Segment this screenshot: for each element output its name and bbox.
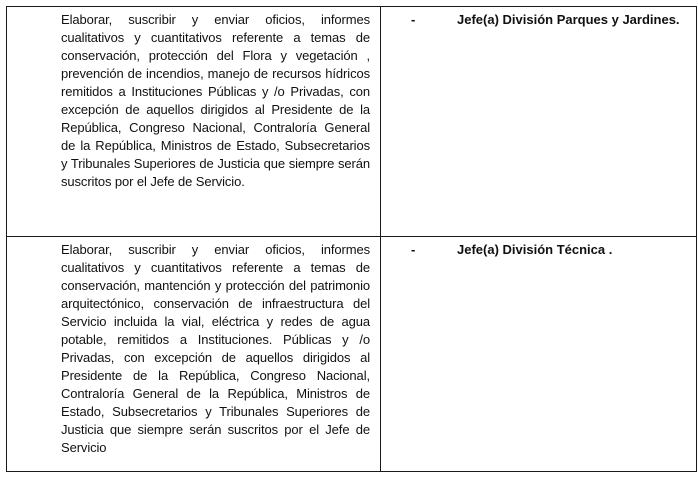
delegation-table — [6, 6, 697, 472]
list-bullet: - — [411, 242, 416, 257]
list-bullet: - — [411, 12, 416, 27]
responsible-entry — [381, 237, 696, 259]
delegated-task-text: Elaborar, suscribir y enviar oficios, informes cualitativos y cuantitativos referente a temas de conservación, protección del Flora y vegetación , prevención de incendios, manejo de recursos hídricos remitidos a Instituciones Públicas y /o Privadas, con excepción de aquellos dirigidos al Presidente de la República, Congreso Nacional, Contraloría General de la República, Ministros de Estado, Subsecretarios y Tribunales Superiores de Justicia que siempre serán suscritos por el Jefe de Servicio. — [61, 12, 370, 189]
responsible-cell — [381, 237, 697, 472]
responsible-cell — [381, 7, 697, 237]
responsible-title: Jefe(a) División Técnica . — [457, 242, 613, 257]
responsible-entry — [381, 7, 696, 29]
table-row — [7, 7, 697, 237]
responsible-title: Jefe(a) División Parques y Jardines. — [457, 12, 680, 27]
description-cell — [7, 237, 381, 472]
description-cell — [7, 7, 381, 237]
table-row — [7, 237, 697, 472]
delegated-task-text: Elaborar, suscribir y enviar oficios, informes cualitativos y cuantitativos referente a temas de conservación, mantención y protección del patrimonio arquitectónico, conservación de infraestructura del Servicio incluida la vial, eléctrica y redes de agua potable, remitidos a Instituciones. Públicas y /o Privadas, con excepción de aquellos dirigidos al Presidente de la República, Congreso Nacional, Contraloría General de la República, Ministros de Estado, Subsecretarios y Tribunales Superiores de Justicia que siempre serán suscritos por el Jefe de Servicio — [61, 242, 370, 455]
